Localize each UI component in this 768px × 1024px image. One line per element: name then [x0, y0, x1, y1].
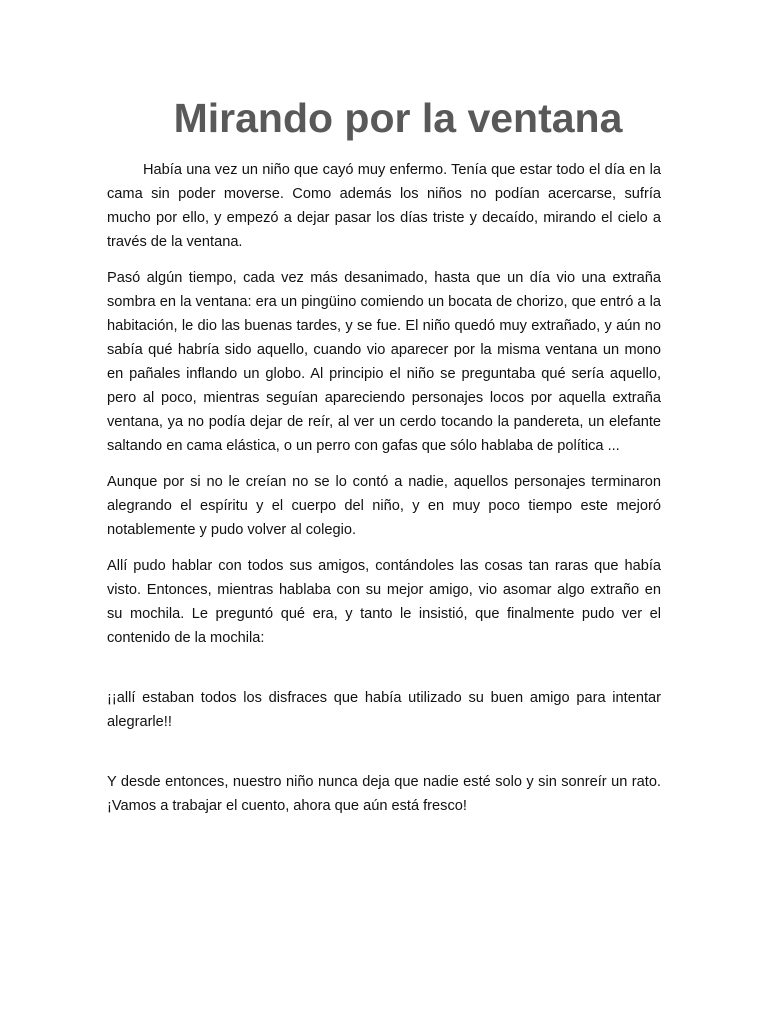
story-body	[107, 158, 661, 830]
page-title: Mirando por la ventana	[173, 95, 623, 141]
paragraph-1: Había una vez un niño que cayó muy enfermo. Tenía que estar todo el día en la cama sin poder moverse. Como además los niños no podían acercarse, sufría mucho por ello, y empezó a dejar pasar los días triste y decaído, mirando el cielo a través de la ventana.	[107, 162, 661, 250]
paragraph-2: Pasó algún tiempo, cada vez más desanimado, hasta que un día vio una extraña sombra en la ventana: era un pingüino comiendo un bocata de chorizo, que entró a la habitación, le dio las buenas tardes, y se fue. El niño quedó muy extrañado, y aún no sabía qué habría sido aquello, cuando vio aparecer por la misma ventana un mono en pañales inflando un globo. Al principio el niño se preguntaba qué sería aquello, pero al poco, mientras seguían apareciendo personajes locos por aquella extraña ventana, ya no podía dejar de reír, al ver un cerdo tocando la pandereta, un elefante saltando en cama elástica, o un perro con gafas que sólo hablaba de política ...	[107, 270, 661, 454]
paragraph-3: Aunque por si no le creían no se lo contó a nadie, aquellos personajes terminaron alegrando el espíritu y el cuerpo del niño, y en muy poco tiempo este mejoró notablemente y pudo volver al colegio.	[107, 474, 661, 538]
paragraph-6: Y desde entonces, nuestro niño nunca deja que nadie esté solo y sin sonreír un rato. ¡Vamos a trabajar el cuento, ahora que aún está fresco!	[107, 774, 661, 814]
paragraph-4: Allí pudo hablar con todos sus amigos, contándoles las cosas tan raras que había visto. Entonces, mientras hablaba con su mejor amigo, vio asomar algo extraño en su mochila. Le preguntó qué era, y tanto le insistió, que finalmente pudo ver el contenido de la mochila:	[107, 558, 661, 646]
paragraph-5: ¡¡allí estaban todos los disfraces que había utilizado su buen amigo para intentar alegrarle!!	[107, 690, 661, 730]
